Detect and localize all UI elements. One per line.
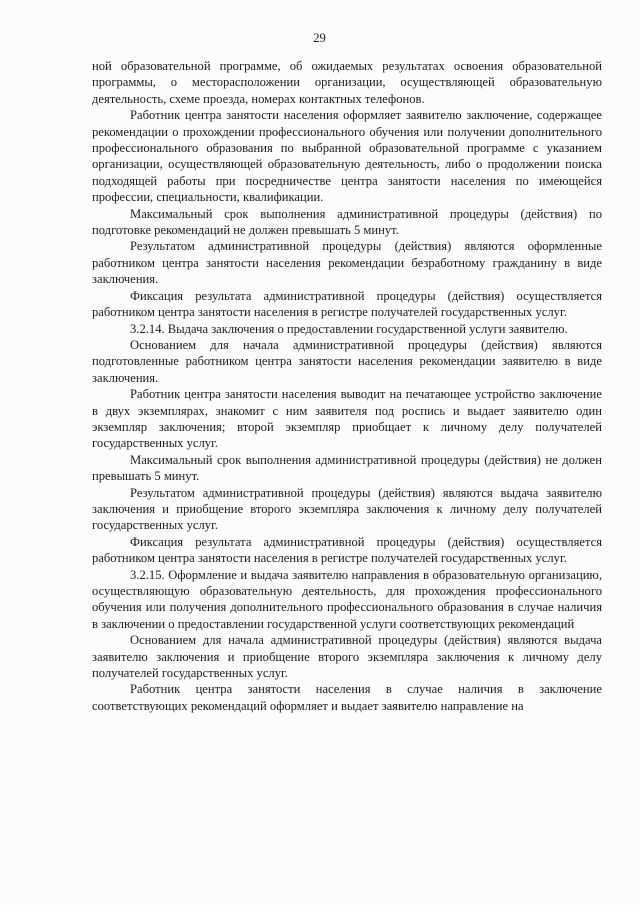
- section-heading-3-2-15: 3.2.15. Оформление и выдача заявителю направления в образовательную организацию, осуществляющую образовательную деятельность, для прохождения профессионального обучения или получения дополнительного профессионального образования в случае наличия в заключении о предоставлении государственной услуги соответствующих рекомендаций: [92, 567, 602, 631]
- paragraph-max-time-issue: Максимальный срок выполнения административной процедуры (действия) не должен превышать 5 минут.: [92, 452, 602, 484]
- paragraph-continuation: ной образовательной программе, об ожидаемых результатах освоения образовательной программы, о месторасположении организации, осуществляющей образовательную деятельность, схеме проезда, номерах контактных телефонов.: [92, 59, 602, 106]
- section-heading-3-2-14: 3.2.14. Выдача заключения о предоставлении государственной услуги заявителю.: [130, 321, 568, 336]
- page-number: 29: [313, 31, 326, 45]
- body-text: [92, 58, 602, 714]
- paragraph-conclusion-preparation: Работник центра занятости населения оформляет заявителю заключение, содержащее рекомендации о прохождении профессионального обучения или получении дополнительного профессионального образования по выбранной образовательной программе с указанием организации, осуществляющей образовательную деятельность, либо о продолжении поиска подходящей работы при посредничестве центра занятости населения по имеющейся профессии, специальности, квалификации.: [92, 108, 602, 205]
- paragraph-fixation-result: Фиксация результата административной процедуры (действия) осуществляется работником центра занятости населения в регистре получателей государственных услуг.: [92, 288, 602, 320]
- paragraph-print-conclusion: Работник центра занятости населения выводит на печатающее устройство заключение в двух экземплярах, знакомит с ним заявителя под роспись и выдает заявителю один экземпляр заключения; второй экземпляр приобщает к личному делу получателей государственных услуг.: [92, 387, 602, 451]
- paragraph-basis-direction: Основанием для начала административной процедуры (действия) являются выдача заявителю заключения и приобщение второго экземпляра заключения к личному делу получателей государственных услуг.: [92, 633, 602, 681]
- paragraph-fixation-issue: Фиксация результата административной процедуры (действия) осуществляется работником центра занятости населения в регистре получателей государственных услуг.: [92, 534, 602, 566]
- paragraph-result-recommendations: Результатом административной процедуры (действия) являются оформленные работником центра занятости населения рекомендации безработному гражданину в виде заключения.: [92, 239, 602, 287]
- paragraph-result-issue: Результатом административной процедуры (действия) являются выдача заявителю заключения и приобщение второго экземпляра заключения к личному делу получателей государственных услуг.: [92, 485, 602, 533]
- paragraph-max-time-recommendations: Максимальный срок выполнения административной процедуры (действия) по подготовке рекомендаций не должен превышать 5 минут.: [92, 206, 602, 238]
- paragraph-issue-direction: Работник центра занятости населения в случае наличия в заключение соответствующих рекомендаций оформляет и выдает заявителю направление на: [92, 682, 602, 713]
- paragraph-basis-issue-conclusion: Основанием для начала административной процедуры (действия) являются подготовленные работником центра занятости населения рекомендации заявителю в виде заключения.: [92, 337, 602, 385]
